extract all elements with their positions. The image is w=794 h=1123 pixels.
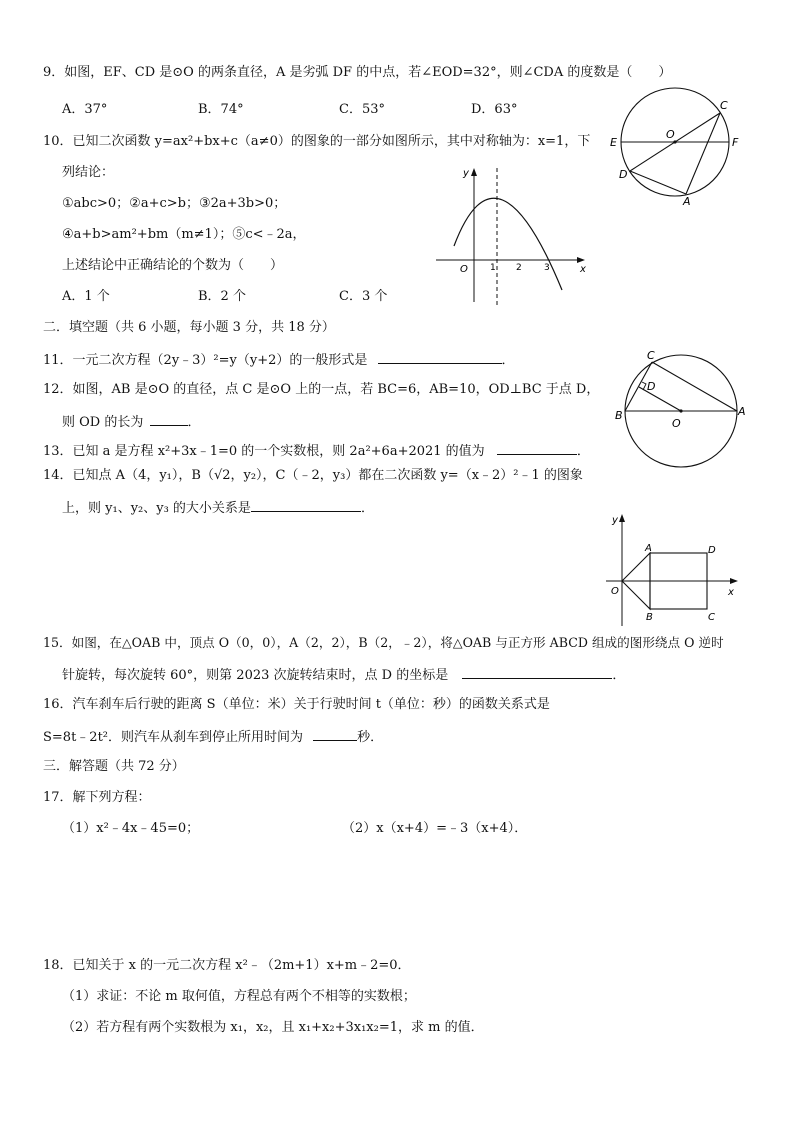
label-x: x	[580, 264, 586, 275]
y-axis-arrow	[471, 168, 477, 176]
q18-part2: （2）若方程有两个实数根为 x₁，x₂，且 x₁+x₂+3x₁x₂=1，求 m 的值．	[62, 1020, 484, 1035]
label-y: y	[612, 515, 618, 526]
center-o-dot	[679, 409, 682, 412]
tick-1: 1	[490, 263, 496, 273]
label-d: D	[708, 545, 716, 556]
label-y: y	[463, 168, 469, 179]
q9-option-c: C．53°	[339, 102, 385, 117]
label-f: F	[732, 136, 739, 149]
parabola-curve	[454, 198, 562, 290]
q13-end: ．	[576, 444, 590, 459]
label-a: A	[683, 195, 691, 206]
label-o: O	[672, 417, 681, 430]
q14-line1: 14．已知点 A（4，y₁），B（√2，y₂），C（﹣2，y₃）都在二次函数 y=（x﹣2）²﹣1 的图象	[43, 468, 583, 483]
q13-text	[43, 440, 590, 462]
q18-title: 18．已知关于 x 的一元二次方程 x²﹣（2m+1）x+m﹣2=0．	[43, 958, 411, 973]
label-c: C	[708, 612, 715, 623]
q13-answer-blank[interactable]	[497, 440, 577, 455]
q12-line2	[62, 411, 201, 433]
q11-text	[43, 349, 515, 371]
q15-rotation-figure	[606, 508, 746, 628]
label-c: C	[720, 99, 728, 112]
x-axis-arrow	[730, 578, 738, 584]
label-d: D	[647, 380, 656, 393]
q10-line1: 10．已知二次函数 y=ax²+bx+c（a≠0）的图象的一部分如图所示，其中对称轴为：x=1，下	[43, 134, 591, 149]
q17-title: 17．解下列方程：	[43, 790, 151, 805]
q14-question: 上，则 y₁、y₂、y₃ 的大小关系是	[62, 501, 251, 516]
q18-part1: （1）求证：不论 m 取何值，方程总有两个不相等的实数根；	[62, 989, 416, 1004]
q10-conclusions-1: ①abc>0；②a+c>b；③2a+3b>0；	[62, 196, 287, 211]
q15-end: ．	[612, 668, 626, 683]
chord-ca	[652, 362, 737, 411]
label-o: O	[611, 586, 619, 597]
q10-option-a: A．1 个	[62, 289, 110, 304]
q11-end: ．	[501, 353, 515, 368]
label-b: B	[646, 612, 653, 623]
label-b: B	[615, 409, 623, 422]
q10-line5: 上述结论中正确结论的个数为（ ）	[62, 258, 284, 273]
q16-end: 秒．	[357, 730, 384, 745]
q16-question: S=8t﹣2t²．则汽车从刹车到停止所用时间为	[43, 730, 304, 745]
tick-3: 3	[544, 263, 550, 273]
q15-line2	[62, 664, 625, 686]
label-a: A	[738, 405, 746, 418]
q10-conclusions-2: ④a+b>am²+bm（m≠1）；⑤c<﹣2a，	[62, 227, 306, 242]
q15-answer-blank[interactable]	[462, 664, 612, 679]
q12-answer-blank[interactable]	[150, 411, 188, 426]
q9-text: 9．如图，EF、CD 是⊙O 的两条直径，A 是劣弧 DF 的中点，若∠EOD=32°，则∠CDA 的度数是（ ）	[43, 65, 672, 80]
q14-end: ．	[360, 501, 374, 516]
label-x: x	[728, 587, 734, 598]
label-c: C	[647, 349, 655, 362]
q9-option-d: D．63°	[471, 102, 518, 117]
q11-question: 11．一元二次方程（2y﹣3）²=y（y+2）的一般形式是	[43, 353, 368, 368]
chord-da	[630, 171, 686, 194]
section-3-heading: 三．解答题（共 72 分）	[43, 759, 185, 774]
q10-option-b: B．2 个	[198, 289, 246, 304]
label-e: E	[610, 136, 617, 149]
q14-line2	[62, 497, 374, 519]
y-axis-arrow	[619, 514, 625, 522]
q15-question: 针旋转，每次旋转 60°，则第 2023 次旋转结束时，点 D 的坐标是	[62, 668, 449, 683]
q11-answer-blank[interactable]	[378, 349, 502, 364]
q12-question: 则 OD 的长为	[62, 415, 144, 430]
q9-option-b: B．74°	[198, 102, 244, 117]
q15-line1: 15．如图，在△OAB 中，顶点 O（0，0），A（2，2），B（2，﹣2），将△OAB 与正方形 ABCD 组成的图形绕点 O 逆时	[43, 635, 724, 650]
x-axis-arrow	[577, 257, 585, 263]
q12-line1: 12．如图，AB 是⊙O 的直径，点 C 是⊙O 上的一点，若 BC=6，AB=10，OD⊥BC 于点 D，	[43, 382, 600, 397]
q17-part1: （1）x²﹣4x﹣45=0；	[62, 821, 200, 836]
q10-line2: 列结论：	[62, 165, 115, 180]
section-2-heading: 二．填空题（共 6 小题，每小题 3 分，共 18 分）	[43, 320, 335, 335]
q13-question: 13．已知 a 是方程 x²+3x﹣1=0 的一个实数根，则 2a²+6a+2021 的值为	[43, 444, 485, 459]
label-origin: O	[460, 264, 468, 275]
label-a: A	[645, 543, 652, 554]
q17-part2: （2）x（x+4）=﹣3（x+4）．	[342, 821, 528, 836]
q16-line1: 16．汽车刹车后行驶的距离 S（单位：米）关于行驶时间 t（单位：秒）的函数关系式是	[43, 697, 550, 712]
label-d: D	[619, 168, 628, 181]
q10-option-c: C．3 个	[339, 289, 388, 304]
chord-ac	[686, 113, 720, 194]
q9-circle-figure	[610, 86, 750, 206]
q16-answer-blank[interactable]	[313, 726, 357, 741]
q10-parabola-figure	[430, 162, 595, 310]
q9-option-a: A．37°	[62, 102, 108, 117]
segment-od	[639, 387, 681, 411]
q14-answer-blank[interactable]	[251, 497, 361, 512]
label-o: O	[666, 128, 675, 141]
q12-end: ．	[187, 415, 201, 430]
q12-circle-figure	[612, 347, 750, 469]
tick-2: 2	[516, 263, 522, 273]
q16-line2	[43, 726, 383, 748]
